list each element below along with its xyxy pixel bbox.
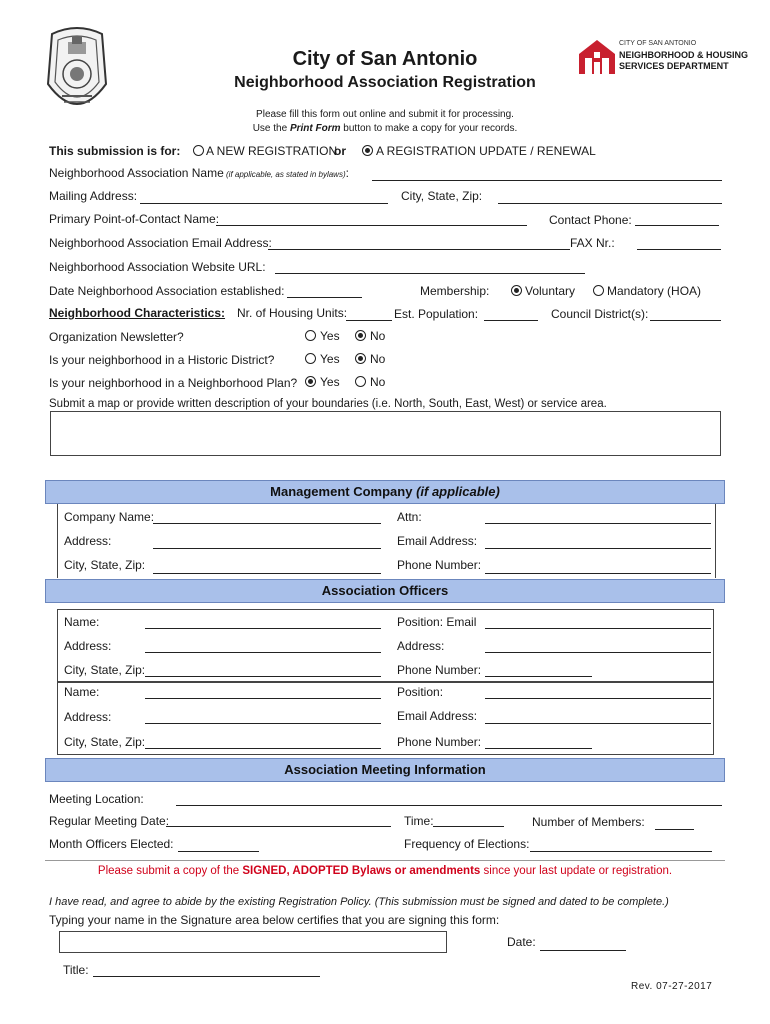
officer-1-name-label: Name: bbox=[64, 615, 100, 629]
frequency-label: Frequency of Elections: bbox=[404, 837, 530, 851]
radio-new-registration[interactable] bbox=[193, 145, 204, 156]
boundaries-textarea[interactable] bbox=[50, 411, 721, 456]
membership-mandatory-label: Mandatory (HOA) bbox=[607, 284, 702, 298]
radio-registration-update[interactable] bbox=[362, 145, 373, 156]
characteristics-heading: Neighborhood Characteristics: bbox=[49, 306, 226, 320]
instructions-line-2: Use the Print Form button to make a copy for your records. bbox=[252, 123, 518, 134]
submission-label: This submission is for: bbox=[49, 144, 181, 158]
population-label: Est. Population: bbox=[394, 307, 479, 321]
council-district-label: Council District(s): bbox=[551, 307, 649, 321]
revision-text: Rev. 07-27-2017 bbox=[631, 981, 713, 992]
plan-no-label: No bbox=[370, 375, 386, 389]
housing-units-label: Nr. of Housing Units: bbox=[237, 306, 348, 320]
plan-yes-label: Yes bbox=[320, 375, 340, 389]
poc-name-label: Primary Point-of-Contact Name: bbox=[49, 212, 220, 226]
frequency-field[interactable] bbox=[530, 851, 712, 852]
historic-question: Is your neighborhood in a Historic District? bbox=[49, 353, 275, 367]
historic-no-label: No bbox=[370, 352, 386, 366]
officer-1-position-label: Position: Email bbox=[397, 615, 477, 629]
signature-instruction: Typing your name in the Signature area below certifies that you are signing this form: bbox=[49, 913, 500, 927]
radio-membership-voluntary[interactable] bbox=[511, 285, 522, 296]
officer-2-city-label: City, State, Zip: bbox=[64, 735, 146, 749]
city-state-zip-label: City, State, Zip: bbox=[401, 189, 483, 203]
radio-membership-mandatory[interactable] bbox=[593, 285, 604, 296]
fax-field[interactable] bbox=[637, 249, 721, 250]
officer-2-position-field[interactable] bbox=[485, 698, 711, 699]
mgmt-city-label: City, State, Zip: bbox=[64, 558, 146, 572]
newsletter-no-label: No bbox=[370, 329, 386, 343]
officer-1-position-field[interactable] bbox=[485, 628, 711, 629]
association-name-field[interactable] bbox=[372, 180, 722, 181]
membership-label: Membership: bbox=[420, 284, 490, 298]
company-name-label: Company Name: bbox=[64, 510, 155, 524]
officers-section-header: Association Officers bbox=[45, 579, 725, 603]
page-title: City of San Antonio bbox=[292, 48, 478, 70]
date-label: Date: bbox=[507, 935, 536, 949]
officer-2-phone-field[interactable] bbox=[485, 748, 592, 749]
council-district-field[interactable] bbox=[650, 320, 721, 321]
instructions-line-1: Please fill this form out online and submit it for processing. bbox=[256, 109, 514, 120]
management-section-header: Management Company (if applicable) bbox=[45, 480, 725, 504]
number-of-members-label: Number of Members: bbox=[532, 815, 645, 829]
newsletter-yes-label: Yes bbox=[320, 329, 340, 343]
meeting-time-label: Time: bbox=[404, 814, 434, 828]
regular-meeting-date-label: Regular Meeting Date: bbox=[49, 814, 170, 828]
officer-2-name-label: Name: bbox=[64, 685, 100, 699]
radio-newsletter-no[interactable] bbox=[355, 330, 366, 341]
title-field[interactable] bbox=[93, 976, 320, 977]
association-email-field[interactable] bbox=[268, 249, 570, 250]
boundaries-label: Submit a map or provide written description of your boundaries (i.e. North, South, East, West) or service area. bbox=[49, 398, 607, 410]
membership-voluntary-label: Voluntary bbox=[525, 284, 576, 298]
officer-2-name-field[interactable] bbox=[145, 698, 381, 699]
officer-1-city-label: City, State, Zip: bbox=[64, 663, 146, 677]
officer-2-block bbox=[57, 682, 714, 755]
officer-1-email-label: Address: bbox=[397, 639, 445, 653]
notice-divider bbox=[45, 860, 725, 861]
mailing-address-field[interactable] bbox=[140, 203, 388, 204]
city-seal-logo bbox=[44, 24, 110, 120]
radio-historic-yes[interactable] bbox=[305, 353, 316, 364]
dept-small-label: CITY OF SAN ANTONIO bbox=[619, 40, 697, 47]
officer-2-phone-label: Phone Number: bbox=[397, 735, 482, 749]
dept-name-line-1: NEIGHBORHOOD & HOUSING bbox=[619, 50, 749, 60]
option-registration-update-label: A REGISTRATION UPDATE / RENEWAL bbox=[376, 144, 596, 158]
meeting-location-field[interactable] bbox=[176, 805, 722, 806]
mgmt-phone-label: Phone Number: bbox=[397, 558, 482, 572]
fax-label: FAX Nr.: bbox=[570, 236, 615, 250]
website-label: Neighborhood Association Website URL: bbox=[49, 260, 266, 274]
officer-2-address-field[interactable] bbox=[145, 723, 381, 724]
attn-label: Attn: bbox=[397, 510, 422, 524]
established-label: Date Neighborhood Association established: bbox=[49, 284, 285, 298]
management-section-frame bbox=[57, 504, 716, 578]
bylaws-notice: Please submit a copy of the SIGNED, ADOPTED Bylaws or amendments since your last update or registration. bbox=[97, 865, 673, 877]
newsletter-question: Organization Newsletter? bbox=[49, 330, 184, 344]
meeting-section-header: Association Meeting Information bbox=[45, 758, 725, 782]
mgmt-city-field[interactable] bbox=[153, 573, 381, 574]
officer-1-address-label: Address: bbox=[64, 639, 112, 653]
officer-1-address-field[interactable] bbox=[145, 652, 381, 653]
contact-phone-label: Contact Phone: bbox=[549, 213, 632, 227]
month-elected-field[interactable] bbox=[178, 851, 259, 852]
dept-name-line-2: SERVICES DEPARTMENT bbox=[619, 61, 729, 71]
website-field[interactable] bbox=[275, 273, 585, 274]
mgmt-address-label: Address: bbox=[64, 534, 112, 548]
officer-1-email-field[interactable] bbox=[485, 652, 711, 653]
officer-1-city-field[interactable] bbox=[145, 676, 381, 677]
association-name-label: Neighborhood Association Name (if applicable, as stated in bylaws): bbox=[49, 166, 349, 180]
attn-field[interactable] bbox=[485, 523, 711, 524]
signature-field[interactable] bbox=[59, 931, 447, 953]
mgmt-email-field[interactable] bbox=[485, 548, 711, 549]
officer-2-email-field[interactable] bbox=[485, 723, 711, 724]
month-elected-label: Month Officers Elected: bbox=[49, 837, 174, 851]
radio-newsletter-yes[interactable] bbox=[305, 330, 316, 341]
officer-2-email-label: Email Address: bbox=[397, 709, 478, 723]
officer-2-position-label: Position: bbox=[397, 685, 444, 699]
or-text: or bbox=[334, 144, 346, 158]
company-name-field[interactable] bbox=[153, 523, 381, 524]
radio-historic-no[interactable] bbox=[355, 353, 366, 364]
radio-plan-yes[interactable] bbox=[305, 376, 316, 387]
page-subtitle: Neighborhood Association Registration bbox=[234, 74, 536, 91]
poc-name-field[interactable] bbox=[216, 225, 527, 226]
agreement-text: I have read, and agree to abide by the existing Registration Policy. (This submission must be signed and dated to be complete.) bbox=[49, 896, 669, 908]
officer-2-address-label: Address: bbox=[64, 710, 112, 724]
established-field[interactable] bbox=[287, 297, 362, 298]
date-field[interactable] bbox=[540, 950, 626, 951]
meeting-location-label: Meeting Location: bbox=[49, 792, 144, 806]
city-state-zip-field[interactable] bbox=[498, 203, 722, 204]
title-label: Title: bbox=[63, 963, 89, 977]
number-of-members-field[interactable] bbox=[655, 829, 694, 830]
meeting-time-field[interactable] bbox=[433, 826, 504, 827]
officer-1-phone-label: Phone Number: bbox=[397, 663, 482, 677]
population-field[interactable] bbox=[484, 320, 538, 321]
association-email-label: Neighborhood Association Email Address: bbox=[49, 236, 272, 250]
officer-1-name-field[interactable] bbox=[145, 628, 381, 629]
mailing-address-label: Mailing Address: bbox=[49, 189, 138, 203]
plan-question: Is your neighborhood in a Neighborhood Plan? bbox=[49, 376, 298, 390]
mgmt-email-label: Email Address: bbox=[397, 534, 478, 548]
historic-yes-label: Yes bbox=[320, 352, 340, 366]
mgmt-phone-field[interactable] bbox=[485, 573, 711, 574]
regular-meeting-date-field[interactable] bbox=[166, 826, 391, 827]
officer-1-block bbox=[57, 609, 714, 682]
mgmt-address-field[interactable] bbox=[153, 548, 381, 549]
housing-units-field[interactable] bbox=[346, 320, 392, 321]
option-new-registration-label: A NEW REGISTRATION bbox=[206, 144, 338, 158]
radio-plan-no[interactable] bbox=[355, 376, 366, 387]
officer-2-city-field[interactable] bbox=[145, 748, 381, 749]
housing-dept-logo bbox=[577, 38, 617, 76]
contact-phone-field[interactable] bbox=[635, 225, 719, 226]
officer-1-phone-field[interactable] bbox=[485, 676, 592, 677]
